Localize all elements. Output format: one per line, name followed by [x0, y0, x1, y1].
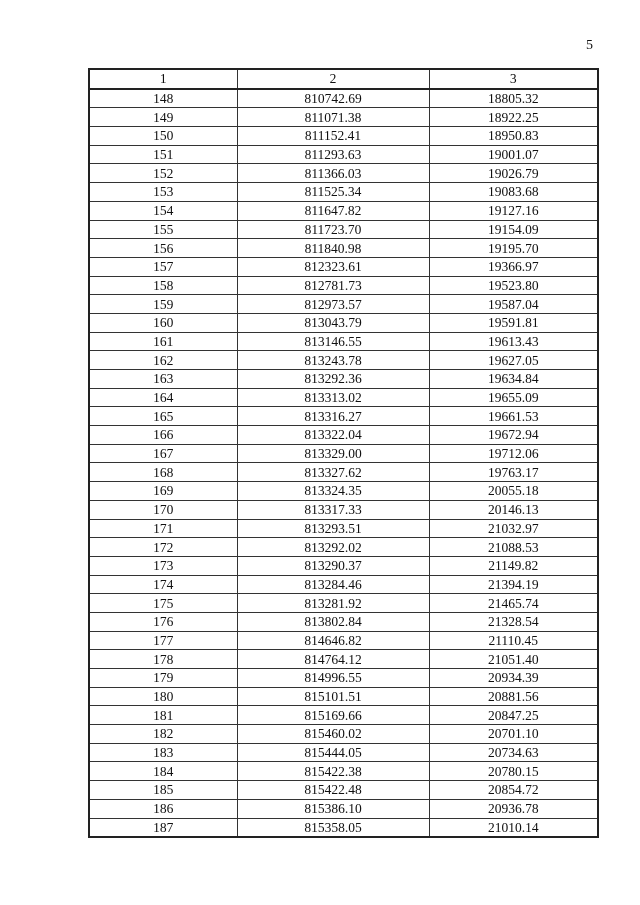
y-coordinate-cell: 19672.94	[429, 426, 598, 445]
point-number-cell: 166	[89, 426, 237, 445]
x-coordinate-cell: 812323.61	[237, 257, 429, 276]
x-coordinate-cell: 812973.57	[237, 295, 429, 314]
point-number-cell: 151	[89, 145, 237, 164]
table-row	[89, 463, 598, 482]
x-coordinate-cell: 815444.05	[237, 743, 429, 762]
x-coordinate-cell: 811152.41	[237, 127, 429, 146]
point-number-cell: 160	[89, 313, 237, 332]
x-coordinate-cell: 813313.02	[237, 388, 429, 407]
y-coordinate-cell: 19763.17	[429, 463, 598, 482]
point-number-cell: 149	[89, 108, 237, 127]
point-number-cell: 170	[89, 500, 237, 519]
table-body	[89, 89, 598, 838]
y-coordinate-cell: 18805.32	[429, 89, 598, 108]
point-number-cell: 185	[89, 781, 237, 800]
x-coordinate-cell: 814996.55	[237, 669, 429, 688]
table-row	[89, 239, 598, 258]
point-number-cell: 181	[89, 706, 237, 725]
table-row	[89, 799, 598, 818]
point-number-cell: 157	[89, 257, 237, 276]
x-coordinate-cell: 813317.33	[237, 500, 429, 519]
point-number-cell: 169	[89, 482, 237, 501]
point-number-cell: 178	[89, 650, 237, 669]
x-coordinate-cell: 814764.12	[237, 650, 429, 669]
point-number-cell: 182	[89, 725, 237, 744]
y-coordinate-cell: 19523.80	[429, 276, 598, 295]
x-coordinate-cell: 813329.00	[237, 444, 429, 463]
point-number-cell: 173	[89, 556, 237, 575]
y-coordinate-cell: 20055.18	[429, 482, 598, 501]
x-coordinate-cell: 815101.51	[237, 687, 429, 706]
table-row	[89, 407, 598, 426]
y-coordinate-cell: 19627.05	[429, 351, 598, 370]
y-coordinate-cell: 21032.97	[429, 519, 598, 538]
table-row	[89, 145, 598, 164]
x-coordinate-cell: 815460.02	[237, 725, 429, 744]
y-coordinate-cell: 19001.07	[429, 145, 598, 164]
table-row	[89, 706, 598, 725]
y-coordinate-cell: 20146.13	[429, 500, 598, 519]
x-coordinate-cell: 811840.98	[237, 239, 429, 258]
point-number-cell: 176	[89, 612, 237, 631]
table-row	[89, 725, 598, 744]
column-header-1: 1	[89, 69, 237, 89]
y-coordinate-cell: 20854.72	[429, 781, 598, 800]
y-coordinate-cell: 21051.40	[429, 650, 598, 669]
coordinates-table	[88, 68, 599, 838]
y-coordinate-cell: 21088.53	[429, 538, 598, 557]
y-coordinate-cell: 19154.09	[429, 220, 598, 239]
point-number-cell: 165	[89, 407, 237, 426]
y-coordinate-cell: 20701.10	[429, 725, 598, 744]
x-coordinate-cell: 813290.37	[237, 556, 429, 575]
point-number-cell: 174	[89, 575, 237, 594]
y-coordinate-cell: 19587.04	[429, 295, 598, 314]
table-row	[89, 426, 598, 445]
x-coordinate-cell: 813043.79	[237, 313, 429, 332]
table-row	[89, 743, 598, 762]
page-number: 5	[586, 38, 593, 53]
table-row	[89, 295, 598, 314]
x-coordinate-cell: 813316.27	[237, 407, 429, 426]
point-number-cell: 152	[89, 164, 237, 183]
y-coordinate-cell: 19591.81	[429, 313, 598, 332]
x-coordinate-cell: 813327.62	[237, 463, 429, 482]
point-number-cell: 159	[89, 295, 237, 314]
x-coordinate-cell: 815358.05	[237, 818, 429, 837]
y-coordinate-cell: 20734.63	[429, 743, 598, 762]
point-number-cell: 156	[89, 239, 237, 258]
x-coordinate-cell: 813802.84	[237, 612, 429, 631]
x-coordinate-cell: 815169.66	[237, 706, 429, 725]
table-row	[89, 538, 598, 557]
y-coordinate-cell: 20934.39	[429, 669, 598, 688]
table-row	[89, 687, 598, 706]
y-coordinate-cell: 18922.25	[429, 108, 598, 127]
x-coordinate-cell: 811366.03	[237, 164, 429, 183]
table-row	[89, 631, 598, 650]
table-row	[89, 500, 598, 519]
y-coordinate-cell: 19366.97	[429, 257, 598, 276]
x-coordinate-cell: 811723.70	[237, 220, 429, 239]
table-row	[89, 388, 598, 407]
y-coordinate-cell: 20936.78	[429, 799, 598, 818]
x-coordinate-cell: 811071.38	[237, 108, 429, 127]
table-row	[89, 669, 598, 688]
y-coordinate-cell: 19661.53	[429, 407, 598, 426]
table-row	[89, 332, 598, 351]
point-number-cell: 163	[89, 370, 237, 389]
x-coordinate-cell: 813281.92	[237, 594, 429, 613]
point-number-cell: 164	[89, 388, 237, 407]
table-row	[89, 612, 598, 631]
y-coordinate-cell: 19083.68	[429, 183, 598, 202]
point-number-cell: 150	[89, 127, 237, 146]
table-row	[89, 444, 598, 463]
y-coordinate-cell: 20881.56	[429, 687, 598, 706]
y-coordinate-cell: 21149.82	[429, 556, 598, 575]
x-coordinate-cell: 813146.55	[237, 332, 429, 351]
y-coordinate-cell: 19655.09	[429, 388, 598, 407]
x-coordinate-cell: 813284.46	[237, 575, 429, 594]
table-row	[89, 781, 598, 800]
table-row	[89, 556, 598, 575]
x-coordinate-cell: 813322.04	[237, 426, 429, 445]
x-coordinate-cell: 811293.63	[237, 145, 429, 164]
table-row	[89, 220, 598, 239]
y-coordinate-cell: 21110.45	[429, 631, 598, 650]
table-row	[89, 127, 598, 146]
y-coordinate-cell: 21394.19	[429, 575, 598, 594]
table-row	[89, 183, 598, 202]
point-number-cell: 183	[89, 743, 237, 762]
x-coordinate-cell: 812781.73	[237, 276, 429, 295]
x-coordinate-cell: 813292.36	[237, 370, 429, 389]
table-row	[89, 575, 598, 594]
x-coordinate-cell: 810742.69	[237, 89, 429, 108]
y-coordinate-cell: 19195.70	[429, 239, 598, 258]
table-row	[89, 370, 598, 389]
table-row	[89, 257, 598, 276]
x-coordinate-cell: 813292.02	[237, 538, 429, 557]
table-row	[89, 89, 598, 108]
table-row	[89, 482, 598, 501]
x-coordinate-cell: 811525.34	[237, 183, 429, 202]
x-coordinate-cell: 815422.48	[237, 781, 429, 800]
point-number-cell: 167	[89, 444, 237, 463]
y-coordinate-cell: 20847.25	[429, 706, 598, 725]
y-coordinate-cell: 19634.84	[429, 370, 598, 389]
table-row	[89, 313, 598, 332]
x-coordinate-cell: 811647.82	[237, 201, 429, 220]
table-row	[89, 108, 598, 127]
point-number-cell: 186	[89, 799, 237, 818]
y-coordinate-cell: 21328.54	[429, 612, 598, 631]
point-number-cell: 158	[89, 276, 237, 295]
x-coordinate-cell: 815422.38	[237, 762, 429, 781]
table-row	[89, 276, 598, 295]
point-number-cell: 177	[89, 631, 237, 650]
y-coordinate-cell: 18950.83	[429, 127, 598, 146]
y-coordinate-cell: 19026.79	[429, 164, 598, 183]
point-number-cell: 172	[89, 538, 237, 557]
point-number-cell: 168	[89, 463, 237, 482]
x-coordinate-cell: 813324.35	[237, 482, 429, 501]
x-coordinate-cell: 813293.51	[237, 519, 429, 538]
table-row	[89, 594, 598, 613]
y-coordinate-cell: 20780.15	[429, 762, 598, 781]
y-coordinate-cell: 21465.74	[429, 594, 598, 613]
table-row	[89, 650, 598, 669]
column-header-2: 2	[237, 69, 429, 89]
y-coordinate-cell: 19613.43	[429, 332, 598, 351]
column-header-3: 3	[429, 69, 598, 89]
point-number-cell: 171	[89, 519, 237, 538]
point-number-cell: 175	[89, 594, 237, 613]
point-number-cell: 153	[89, 183, 237, 202]
y-coordinate-cell: 21010.14	[429, 818, 598, 837]
table-header-row	[89, 69, 598, 89]
point-number-cell: 184	[89, 762, 237, 781]
point-number-cell: 154	[89, 201, 237, 220]
x-coordinate-cell: 814646.82	[237, 631, 429, 650]
point-number-cell: 180	[89, 687, 237, 706]
table-row	[89, 519, 598, 538]
table-row	[89, 201, 598, 220]
point-number-cell: 162	[89, 351, 237, 370]
table-row	[89, 164, 598, 183]
point-number-cell: 148	[89, 89, 237, 108]
point-number-cell: 187	[89, 818, 237, 837]
table-row	[89, 351, 598, 370]
point-number-cell: 179	[89, 669, 237, 688]
x-coordinate-cell: 813243.78	[237, 351, 429, 370]
point-number-cell: 155	[89, 220, 237, 239]
point-number-cell: 161	[89, 332, 237, 351]
x-coordinate-cell: 815386.10	[237, 799, 429, 818]
table-row	[89, 818, 598, 837]
table-row	[89, 762, 598, 781]
y-coordinate-cell: 19712.06	[429, 444, 598, 463]
y-coordinate-cell: 19127.16	[429, 201, 598, 220]
